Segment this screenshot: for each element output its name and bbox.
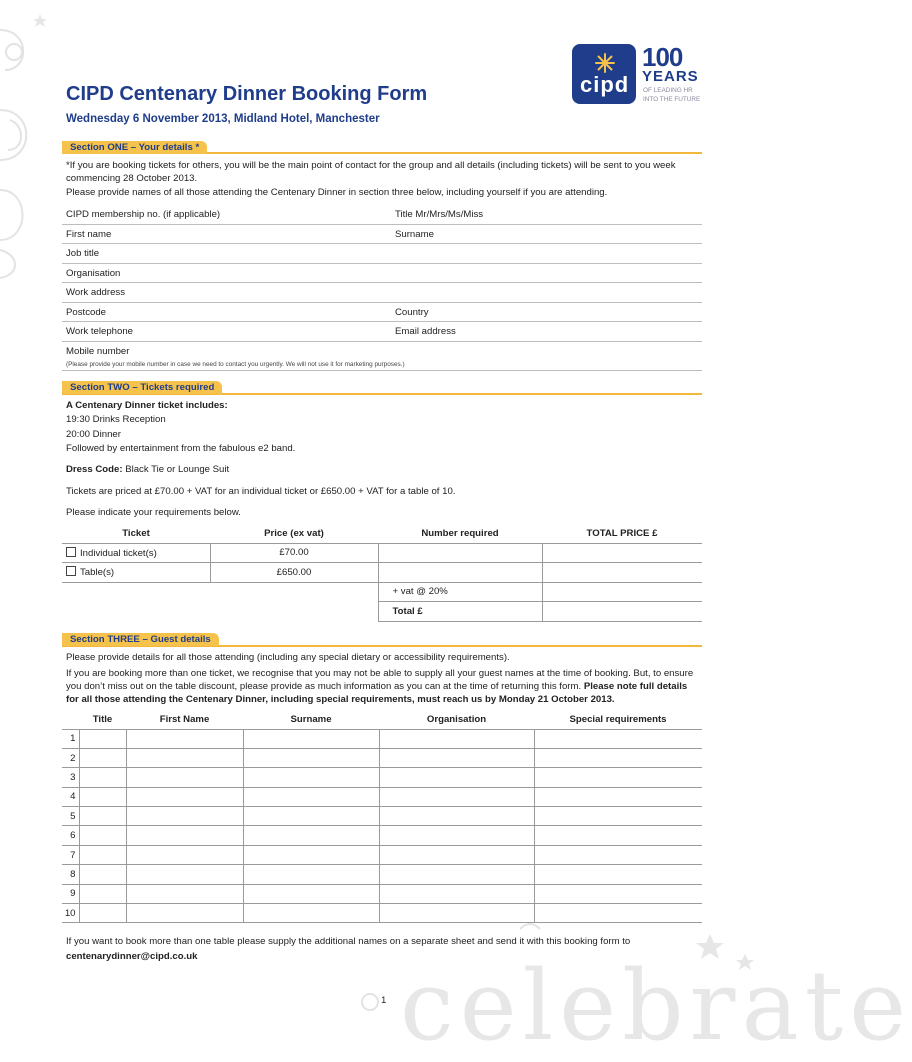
tickets-table-header bbox=[62, 525, 702, 543]
postcode-field[interactable] bbox=[62, 321, 702, 322]
number-individual-input[interactable] bbox=[378, 543, 542, 563]
guest-title-input[interactable] bbox=[79, 748, 126, 767]
guest-organisation-input[interactable] bbox=[379, 826, 534, 845]
dress-code-label: Dress Code: bbox=[66, 464, 123, 475]
guest-surname-input[interactable] bbox=[243, 768, 379, 787]
page-title: CIPD Centenary Dinner Booking Form bbox=[66, 83, 428, 105]
guest-special-requirements-input[interactable] bbox=[534, 787, 702, 806]
guest-title-input[interactable] bbox=[79, 729, 126, 748]
guest-deadline-note: Please note full details for all those attending the Centenary Dinner, including special requirements, must reach us by Monday 21 October 2013. bbox=[66, 681, 688, 705]
starburst-icon bbox=[594, 52, 616, 74]
centenary-number: 100 bbox=[642, 42, 683, 72]
dress-code-value: Black Tie or Lounge Suit bbox=[125, 464, 230, 475]
guest-title-input[interactable] bbox=[79, 807, 126, 826]
table-row bbox=[62, 768, 702, 787]
col-surname: Surname bbox=[243, 711, 379, 729]
organisation-label: Organisation bbox=[66, 268, 121, 279]
tagline-line-2: INTO THE FUTURE bbox=[643, 96, 701, 103]
job-title-field[interactable] bbox=[62, 263, 702, 264]
guest-first-name-input[interactable] bbox=[126, 748, 243, 767]
tickets-table bbox=[62, 525, 702, 622]
ticket-individual bbox=[62, 543, 210, 563]
section-one-instruction: Please provide names of all those attending the Centenary Dinner in section three below, including yourself if you are attending. bbox=[66, 187, 608, 198]
guest-table-body bbox=[62, 729, 702, 923]
table-row bbox=[62, 884, 702, 903]
guest-first-name-input[interactable] bbox=[126, 884, 243, 903]
col-ticket: Ticket bbox=[62, 525, 210, 543]
guest-surname-input[interactable] bbox=[243, 748, 379, 767]
table-row bbox=[62, 807, 702, 826]
centenary-tagline bbox=[643, 86, 713, 104]
guest-special-requirements-input[interactable] bbox=[534, 865, 702, 884]
organisation-field[interactable] bbox=[62, 282, 702, 283]
dress-code bbox=[66, 463, 229, 476]
email-label: Email address bbox=[395, 326, 456, 337]
table-row bbox=[62, 845, 702, 864]
guest-surname-input[interactable] bbox=[243, 807, 379, 826]
work-telephone-label: Work telephone bbox=[66, 326, 134, 337]
table-row bbox=[62, 729, 702, 748]
guest-surname-input[interactable] bbox=[243, 787, 379, 806]
centenary-years: YEARS bbox=[642, 68, 699, 85]
individual-checkbox[interactable] bbox=[66, 547, 76, 557]
section-three-heading: Section THREE – Guest details bbox=[62, 633, 219, 646]
guest-title-input[interactable] bbox=[79, 845, 126, 864]
guest-first-name-input[interactable] bbox=[126, 729, 243, 748]
guest-special-requirements-input[interactable] bbox=[534, 729, 702, 748]
cipd-logo bbox=[572, 44, 636, 104]
table-row bbox=[62, 826, 702, 845]
guest-organisation-input[interactable] bbox=[379, 904, 534, 923]
work-address-field[interactable] bbox=[62, 302, 702, 303]
guest-title-input[interactable] bbox=[79, 904, 126, 923]
guest-special-requirements-input[interactable] bbox=[534, 884, 702, 903]
guest-table bbox=[62, 711, 702, 923]
schedule-reception: 19:30 Drinks Reception bbox=[66, 414, 166, 425]
table-row bbox=[62, 904, 702, 923]
guest-first-name-input[interactable] bbox=[126, 845, 243, 864]
footer-email[interactable]: centenarydinner@cipd.co.uk bbox=[66, 951, 198, 962]
guest-table-header bbox=[62, 711, 702, 729]
guest-title-input[interactable] bbox=[79, 787, 126, 806]
table-checkbox[interactable] bbox=[66, 566, 76, 576]
country-label: Country bbox=[395, 307, 429, 318]
total-table-input[interactable] bbox=[542, 563, 702, 583]
schedule-entertainment: Followed by entertainment from the fabulous e2 band. bbox=[66, 443, 296, 454]
ticket-pricing: Tickets are priced at £70.00 + VAT for an individual ticket or £650.00 + VAT for a table of 10. bbox=[66, 486, 456, 497]
schedule-dinner: 20:00 Dinner bbox=[66, 429, 121, 440]
col-number: Number required bbox=[378, 525, 542, 543]
mobile-label: Mobile number bbox=[66, 346, 130, 357]
telephone-field[interactable] bbox=[62, 341, 702, 342]
tagline-line-1: OF LEADING HR bbox=[643, 87, 693, 94]
guest-row-number: 3 bbox=[62, 768, 79, 787]
guest-special-requirements-input[interactable] bbox=[534, 904, 702, 923]
membership-field[interactable] bbox=[62, 224, 702, 225]
total-label: Total £ bbox=[378, 602, 542, 622]
col-first-name: First Name bbox=[126, 711, 243, 729]
price-table: £650.00 bbox=[210, 563, 378, 583]
guest-first-name-input[interactable] bbox=[126, 826, 243, 845]
guest-first-name-input[interactable] bbox=[126, 787, 243, 806]
guest-title-input[interactable] bbox=[79, 884, 126, 903]
guest-special-requirements-input[interactable] bbox=[534, 768, 702, 787]
guest-organisation-input[interactable] bbox=[379, 768, 534, 787]
name-field[interactable] bbox=[62, 243, 702, 244]
guest-paragraph bbox=[66, 667, 698, 706]
total-individual-input[interactable] bbox=[542, 543, 702, 563]
job-title-label: Job title bbox=[66, 248, 100, 259]
guest-special-requirements-input[interactable] bbox=[534, 807, 702, 826]
vat-row bbox=[62, 582, 702, 602]
guest-organisation-input[interactable] bbox=[379, 807, 534, 826]
guest-surname-input[interactable] bbox=[243, 904, 379, 923]
col-price: Price (ex vat) bbox=[210, 525, 378, 543]
guest-first-name-input[interactable] bbox=[126, 865, 243, 884]
ticket-table-label: Table(s) bbox=[80, 567, 115, 579]
section-two-heading: Section TWO – Tickets required bbox=[62, 381, 222, 394]
guest-first-name-input[interactable] bbox=[126, 904, 243, 923]
guest-row-number: 4 bbox=[62, 787, 79, 806]
event-subtitle: Wednesday 6 November 2013, Midland Hotel, Manchester bbox=[66, 113, 380, 125]
guest-row-number: 10 bbox=[62, 904, 79, 923]
table-row bbox=[62, 543, 702, 563]
guest-organisation-input[interactable] bbox=[379, 845, 534, 864]
guest-surname-input[interactable] bbox=[243, 845, 379, 864]
guest-organisation-input[interactable] bbox=[379, 865, 534, 884]
section-one-heading: Section ONE – Your details * bbox=[62, 141, 207, 154]
guest-row-number: 2 bbox=[62, 748, 79, 767]
postcode-label: Postcode bbox=[66, 307, 107, 318]
title-label: Title Mr/Mrs/Ms/Miss bbox=[395, 209, 484, 220]
mobile-field[interactable] bbox=[62, 370, 702, 371]
col-total: TOTAL PRICE £ bbox=[542, 525, 702, 543]
number-table-input[interactable] bbox=[378, 563, 542, 583]
guest-special-requirements-input[interactable] bbox=[534, 748, 702, 767]
ticket-individual-label: Individual ticket(s) bbox=[80, 547, 157, 559]
guest-row-number: 1 bbox=[62, 729, 79, 748]
guest-title-input[interactable] bbox=[79, 865, 126, 884]
vat-label: + vat @ 20% bbox=[378, 582, 542, 602]
guest-row-number: 7 bbox=[62, 845, 79, 864]
surname-label: Surname bbox=[395, 229, 434, 240]
table-row bbox=[62, 865, 702, 884]
guest-surname-input[interactable] bbox=[243, 884, 379, 903]
guest-row-number: 5 bbox=[62, 807, 79, 826]
logo-text: cipd bbox=[580, 72, 630, 97]
decorative-swirl-left bbox=[0, 0, 48, 280]
membership-label: CIPD membership no. (if applicable) bbox=[66, 209, 221, 220]
price-individual: £70.00 bbox=[210, 543, 378, 563]
total-row bbox=[62, 602, 702, 622]
guest-special-requirements-input[interactable] bbox=[534, 845, 702, 864]
guest-surname-input[interactable] bbox=[243, 729, 379, 748]
guest-row-number: 9 bbox=[62, 884, 79, 903]
guest-title-input[interactable] bbox=[79, 826, 126, 845]
guest-organisation-input[interactable] bbox=[379, 884, 534, 903]
guest-row-number: 6 bbox=[62, 826, 79, 845]
table-row bbox=[62, 563, 702, 583]
guest-paragraph-text: If you are booking more than one ticket, we recognise that you may not be able to supply all your guest names at the time of booking. But, to ensure you don’t miss out on the table discount, please provide as much information as you can at the time of returning this form. bbox=[66, 668, 694, 692]
total-input[interactable] bbox=[542, 602, 702, 622]
ticket-includes-heading: A Centenary Dinner ticket includes: bbox=[66, 400, 228, 411]
work-address-label: Work address bbox=[66, 287, 126, 298]
guest-special-requirements-input[interactable] bbox=[534, 826, 702, 845]
guest-first-name-input[interactable] bbox=[126, 768, 243, 787]
table-row bbox=[62, 787, 702, 806]
guest-title-input[interactable] bbox=[79, 768, 126, 787]
mobile-note: (Please provide your mobile number in case we need to contact you urgently. We will not use it for marketing purposes.) bbox=[66, 361, 405, 368]
guest-surname-input[interactable] bbox=[243, 826, 379, 845]
guest-organisation-input[interactable] bbox=[379, 787, 534, 806]
page-number: 1 bbox=[381, 995, 387, 1006]
celebrate-watermark: celebrate bbox=[400, 950, 912, 1062]
guest-row-number: 8 bbox=[62, 865, 79, 884]
col-title: Title bbox=[79, 711, 126, 729]
guest-organisation-input[interactable] bbox=[379, 729, 534, 748]
vat-input[interactable] bbox=[542, 582, 702, 602]
col-special-requirements: Special requirements bbox=[534, 711, 702, 729]
ticket-table bbox=[62, 563, 210, 583]
footer-text: If you want to book more than one table please supply the additional names on a separate sheet and send it with this booking form to bbox=[66, 936, 631, 947]
first-name-label: First name bbox=[66, 229, 112, 240]
indicate-requirements: Please indicate your requirements below. bbox=[66, 507, 241, 518]
guest-intro: Please provide details for all those attending (including any special dietary or accessibility requirements). bbox=[66, 652, 510, 663]
guest-surname-input[interactable] bbox=[243, 865, 379, 884]
guest-organisation-input[interactable] bbox=[379, 748, 534, 767]
table-row bbox=[62, 748, 702, 767]
section-one-note: *If you are booking tickets for others, you will be the main point of contact for the group and all details (including tickets) will be sent to you week commencing 28 October 2013. bbox=[66, 160, 676, 184]
guest-first-name-input[interactable] bbox=[126, 807, 243, 826]
col-organisation: Organisation bbox=[379, 711, 534, 729]
